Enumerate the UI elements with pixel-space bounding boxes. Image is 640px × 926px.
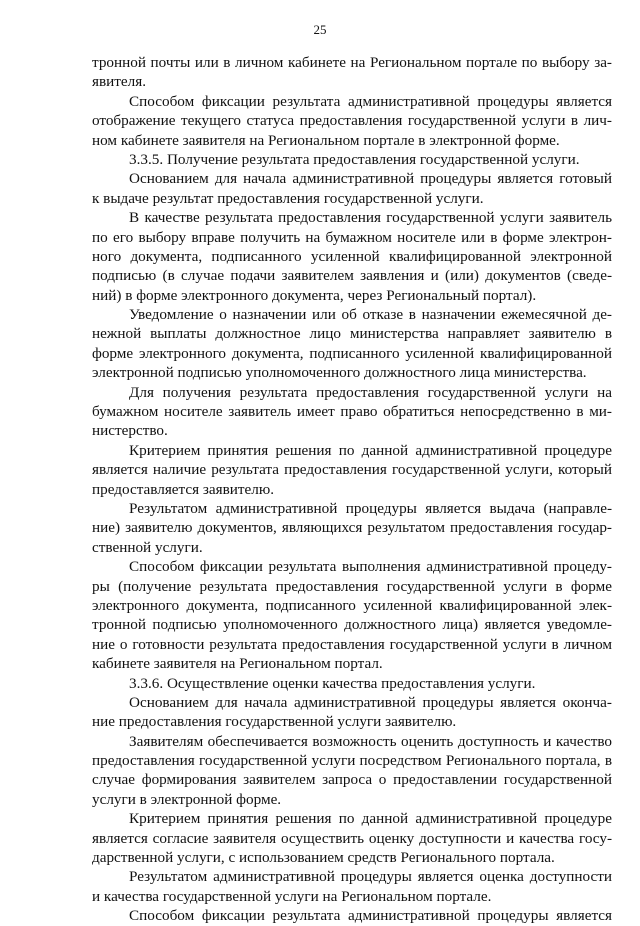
text-line: Способом фиксации результата административной процедуры является: [129, 907, 612, 925]
paragraph: [92, 557, 612, 673]
text-line: кабинете заявителя на Региональном портал.: [92, 655, 383, 673]
paragraph: [92, 809, 612, 867]
text-line: Способом фиксации результата административной процедуры является: [129, 92, 612, 110]
text-line: Результатом административной процедуры является оценка доступности: [129, 868, 612, 886]
text-line: услуги в электронной форме.: [92, 790, 282, 808]
paragraph: [92, 383, 612, 441]
text-line: тронной подписью уполномоченного должностного лица) является уведомле-: [92, 616, 612, 634]
paragraph: [92, 693, 612, 732]
text-line: ственной услуги.: [92, 538, 203, 556]
text-line: электронного документа, подписанного усиленной квалифицированной элек-: [92, 596, 612, 614]
text-line: предоставления государственной услуги посредством Регионального портала, в: [92, 752, 612, 770]
text-line: к выдаче результат предоставления государственной услуги.: [92, 189, 484, 207]
paragraph: [92, 867, 612, 906]
text-line: электронной подписью уполномоченного должностного лица министерства.: [92, 364, 587, 382]
text-line: Основанием для начала административной процедуры является готовый: [129, 170, 612, 188]
text-line: Критерием принятия решения по данной административной процедуре: [129, 441, 612, 459]
text-line: тронной почты или в личном кабинете на Региональном портале по выбору за-: [92, 54, 612, 71]
text-line: ном кабинете заявителя на Региональном портале в электронной форме.: [92, 131, 560, 149]
text-line: Основанием для начала административной процедуры является оконча-: [129, 693, 612, 711]
text-line: нежной выплаты должностное лицо министерства направляет заявителю в: [92, 325, 612, 343]
text-line: 3.3.6. Осуществление оценки качества предоставления услуги.: [129, 674, 536, 692]
text-line: по его выбору вправе получить на бумажном носителе или в форме электрон-: [92, 228, 612, 246]
text-line: отображение текущего статуса предоставления государственной услуги в лич-: [92, 112, 612, 130]
text-line: Заявителям обеспечивается возможность оценить доступность и качество: [129, 732, 612, 750]
paragraph: [92, 906, 612, 925]
text-line: В качестве результата предоставления государственной услуги заявитель: [129, 209, 612, 227]
text-line: 3.3.5. Получение результата предоставления государственной услуги.: [129, 150, 580, 168]
text-line: Для получения результата предоставления государственной услуги на: [129, 383, 612, 401]
text-line: форме электронного документа, подписанного усиленной квалифицированной: [92, 344, 612, 362]
text-line: подписью (в случае подачи заявителем заявления и (или) документов (сведе-: [92, 267, 612, 285]
text-line: нистерство.: [92, 422, 168, 440]
text-line: Уведомление о назначении или об отказе в назначении ежемесячной де-: [129, 306, 612, 324]
text-line: и качества государственной услуги на Региональном портале.: [92, 887, 492, 905]
paragraph: [92, 499, 612, 557]
text-line: является наличие результата предоставления государственной услуги, который: [92, 461, 612, 479]
text-line: бумажном носителе заявитель имеет право обратиться непосредственно в ми-: [92, 403, 612, 421]
paragraph: [92, 305, 612, 383]
text-line: является согласие заявителя осуществить оценку доступности и качества госу-: [92, 829, 612, 847]
paragraph: [92, 732, 612, 810]
text-line: Результатом административной процедуры является выдача (направле-: [129, 499, 612, 517]
paragraph: [92, 674, 612, 693]
paragraph: [92, 169, 612, 208]
document-body: [92, 53, 612, 926]
text-line: ний) в форме электронного документа, через Региональный портал).: [92, 286, 537, 304]
text-line: ного документа, подписанного усиленной квалифицированной электронной: [92, 247, 612, 265]
paragraph: [92, 150, 612, 169]
text-line: ние) заявителю документов, являющихся результатом предоставления государ-: [92, 519, 612, 537]
text-line: предоставляется заявителю.: [92, 480, 275, 498]
paragraph: [92, 441, 612, 499]
paragraph: [92, 208, 612, 305]
text-line: случае формирования заявителем запроса о предоставлении государственной: [92, 771, 612, 789]
text-line: Критерием принятия решения по данной административной процедуре: [129, 810, 612, 828]
paragraph: [92, 53, 612, 92]
text-line: явителя.: [92, 73, 147, 91]
text-line: ры (получение результата предоставления государственной услуги в форме: [92, 577, 612, 595]
page-number: 25: [313, 22, 327, 37]
text-line: ние о готовности результата предоставления государственной услуги в личном: [92, 635, 612, 653]
paragraph: [92, 92, 612, 150]
text-line: ние предоставления государственной услуги заявителю.: [92, 713, 457, 731]
text-line: дарственной услуги, с использованием средств Регионального портала.: [92, 849, 555, 867]
text-line: Способом фиксации результата выполнения административной процеду-: [129, 558, 612, 576]
